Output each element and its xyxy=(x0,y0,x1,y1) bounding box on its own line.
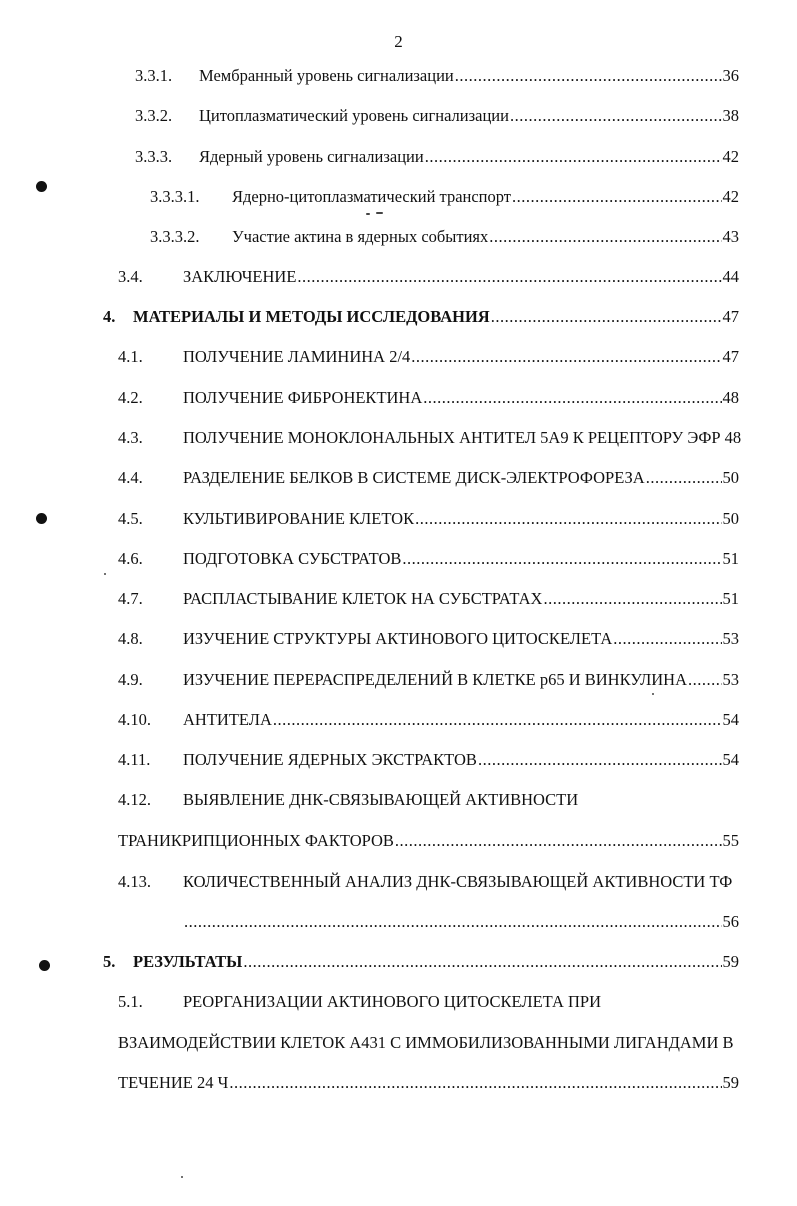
toc-entry-page: 55 xyxy=(722,831,739,850)
toc-entry-title: КОЛИЧЕСТВЕННЫЙ АНАЛИЗ ДНК-СВЯЗЫВАЮЩЕЙ АКТИВНОСТИ ТФ xyxy=(183,872,733,891)
toc-entry-title: ПОЛУЧЕНИЕ ЯДЕРНЫХ ЭКСТРАКТОВ xyxy=(183,750,477,769)
toc-entry-number: 4.13. xyxy=(118,872,151,891)
toc-entry-number: 4.1. xyxy=(118,347,143,366)
toc-entry-title-cont: ВЗАИМОДЕЙСТВИИ КЛЕТОК А431 С ИММОБИЛИЗОВАННЫМИ ЛИГАНДАМИ В xyxy=(118,1033,734,1052)
toc-entry-page: 50 xyxy=(722,468,739,487)
toc-entry-number: 3.4. xyxy=(118,267,143,286)
toc-entry-title: РАСПЛАСТЫВАНИЕ КЛЕТОК НА СУБСТРАТАХ xyxy=(183,589,543,608)
dot-leader xyxy=(455,64,722,88)
toc-entry-title: ИЗУЧЕНИЕ СТРУКТУРЫ АКТИНОВОГО ЦИТОСКЕЛЕТА xyxy=(183,629,613,648)
toc-entry-number: 4.5. xyxy=(118,509,143,528)
toc-entry-number: 3.3.2. xyxy=(135,106,173,125)
dot-leader xyxy=(491,305,722,329)
toc-entry-number: 4. xyxy=(103,307,116,326)
toc-entry-number: 3.3.3. xyxy=(135,147,173,166)
toc-entry[interactable] xyxy=(0,145,797,169)
toc-entry[interactable] xyxy=(0,426,797,450)
dot-leader xyxy=(411,345,721,369)
toc-entry-page: 56 xyxy=(722,912,739,931)
dot-leader xyxy=(415,507,721,531)
dot-leader xyxy=(423,386,721,410)
toc-entry-number: 4.6. xyxy=(118,549,143,568)
dot-leader xyxy=(512,185,721,209)
toc-entry-title: Ядерный уровень сигнализации xyxy=(199,147,424,166)
toc-entry[interactable] xyxy=(0,104,797,128)
toc-entry-page: 42 xyxy=(722,147,739,166)
toc-entry-page: 42 xyxy=(722,187,739,206)
toc-entry-number: 5.1. xyxy=(118,992,143,1011)
scan-speck xyxy=(652,693,654,695)
dot-leader xyxy=(489,225,721,249)
dot-leader xyxy=(395,829,722,853)
binder-hole-mark xyxy=(39,960,50,971)
toc-entry-title-cont: ТЕЧЕНИЕ 24 Ч xyxy=(118,1073,229,1092)
scan-speck xyxy=(104,573,106,575)
toc-entry[interactable] xyxy=(0,748,797,772)
toc-entry[interactable] xyxy=(0,627,797,651)
toc-entry-title: ПОДГОТОВКА СУБСТРАТОВ xyxy=(183,549,402,568)
toc-entry-number: 4.4. xyxy=(118,468,143,487)
toc-entry-page: 51 xyxy=(722,589,739,608)
toc-entry-number: 3.3.3.1. xyxy=(150,187,200,206)
toc-entry-title: Участие актина в ядерных событиях xyxy=(232,227,489,246)
toc-entry[interactable] xyxy=(0,990,797,1014)
binder-hole-mark xyxy=(36,513,47,524)
toc-entry-page: 44 xyxy=(722,267,739,286)
dot-leader xyxy=(297,265,721,289)
toc-entry-number: 3.3.3.2. xyxy=(150,227,200,246)
dot-leader xyxy=(184,910,722,934)
toc-entry-title: РЕОРГАНИЗАЦИИ АКТИНОВОГО ЦИТОСКЕЛЕТА ПРИ xyxy=(183,992,601,1011)
toc-entry-number: 5. xyxy=(103,952,116,971)
toc-entry-title: Ядерно-цитоплазматический транспорт xyxy=(232,187,512,206)
toc-entry-page: 43 xyxy=(722,227,739,246)
toc-entry-number: 4.12. xyxy=(118,790,151,809)
toc-entry[interactable] xyxy=(0,708,797,732)
toc-entry-title: ИЗУЧЕНИЕ ПЕРЕРАСПРЕДЕЛЕНИЙ В КЛЕТКЕ p65 И ВИНКУЛИНА xyxy=(183,670,688,689)
toc-entry[interactable] xyxy=(0,225,797,249)
toc-entry[interactable] xyxy=(0,507,797,531)
toc-entry-title: АНТИТЕЛА xyxy=(183,710,272,729)
dot-leader xyxy=(243,950,721,974)
toc-entry-page: 36 xyxy=(722,66,739,85)
toc-entry-title: РАЗДЕЛЕНИЕ БЕЛКОВ В СИСТЕМЕ ДИСК-ЭЛЕКТРОФОРЕЗА xyxy=(183,468,645,487)
dot-leader xyxy=(543,587,721,611)
toc-entry[interactable] xyxy=(0,788,797,812)
toc-entry-title: ВЫЯВЛЕНИЕ ДНК-СВЯЗЫВАЮЩЕЙ АКТИВНОСТИ xyxy=(183,790,579,809)
toc-entry[interactable] xyxy=(0,466,797,490)
toc-entry-title: Цитоплазматический уровень сигнализации xyxy=(199,106,509,125)
toc-entry[interactable] xyxy=(0,64,797,88)
toc-entry-number: 3.3.1. xyxy=(135,66,173,85)
toc-entry-number: 4.2. xyxy=(118,388,143,407)
toc-entry-page: 59 xyxy=(722,1073,739,1092)
toc-entry[interactable] xyxy=(0,547,797,571)
toc-entry-page: 51 xyxy=(722,549,739,568)
toc-entry-continuation[interactable] xyxy=(0,829,797,853)
toc-entry-number: 4.3. xyxy=(118,428,143,447)
dot-leader xyxy=(229,1071,721,1095)
toc-chapter[interactable] xyxy=(0,950,797,974)
toc-entry-page: 47 xyxy=(722,347,739,366)
toc-entry-title-cont: ТРАНИКРИПЦИОННЫХ ФАКТОРОВ xyxy=(118,831,394,850)
toc-entry-number: 4.9. xyxy=(118,670,143,689)
toc-entry-title: ЗАКЛЮЧЕНИЕ xyxy=(183,267,297,286)
toc-entry-title: МАТЕРИАЛЫ И МЕТОДЫ ИССЛЕДОВАНИЯ xyxy=(133,307,490,326)
toc-entry-title: ПОЛУЧЕНИЕ ЛАМИНИНА 2/4 xyxy=(183,347,411,366)
toc-entry-page: 53 xyxy=(722,670,739,689)
toc-entry-number: 4.10. xyxy=(118,710,151,729)
dot-leader xyxy=(646,466,722,490)
toc-entry-page: 48 xyxy=(722,388,739,407)
toc-chapter[interactable] xyxy=(0,305,797,329)
toc-entry[interactable] xyxy=(0,386,797,410)
toc-entry-page: 59 xyxy=(722,952,739,971)
toc-entry[interactable] xyxy=(0,668,797,692)
dot-leader xyxy=(402,547,721,571)
toc-entry-number: 4.7. xyxy=(118,589,143,608)
toc-entry-page: 50 xyxy=(722,509,739,528)
toc-entry[interactable] xyxy=(0,185,797,209)
toc-entry[interactable] xyxy=(0,345,797,369)
dot-leader xyxy=(613,627,721,651)
toc-entry[interactable] xyxy=(0,265,797,289)
toc-entry-page: 47 xyxy=(722,307,739,326)
scan-speck xyxy=(181,1176,183,1178)
page-number: 2 xyxy=(394,32,403,51)
toc-entry-title: ПОЛУЧЕНИЕ ФИБРОНЕКТИНА xyxy=(183,388,423,407)
toc-entry[interactable] xyxy=(0,870,797,894)
toc-entry-page: 53 xyxy=(722,629,739,648)
dot-leader xyxy=(478,748,722,772)
scan-speck xyxy=(366,213,370,215)
toc-entry-page: 54 xyxy=(722,750,739,769)
toc-entry-number: 4.8. xyxy=(118,629,143,648)
scan-speck xyxy=(376,212,383,214)
toc-entry-continuation[interactable] xyxy=(0,910,797,934)
dot-leader xyxy=(425,145,722,169)
toc-entry-number: 4.11. xyxy=(118,750,151,769)
toc-entry-page: 38 xyxy=(722,106,739,125)
toc-entry-title: КУЛЬТИВИРОВАНИЕ КЛЕТОК xyxy=(183,509,415,528)
toc-entry[interactable] xyxy=(0,587,797,611)
toc-entry-title: РЕЗУЛЬТАТЫ xyxy=(133,952,243,971)
binder-hole-mark xyxy=(36,181,47,192)
toc-entry-title: Мембранный уровень сигнализации xyxy=(199,66,454,85)
toc-entry-title: ПОЛУЧЕНИЕ МОНОКЛОНАЛЬНЫХ АНТИТЕЛ 5А9 К РЕЦЕПТОРУ ЭФР 48 xyxy=(183,428,742,447)
toc-entry-page: 54 xyxy=(722,710,739,729)
toc-entry-continuation[interactable] xyxy=(0,1071,797,1095)
toc-entry-continuation xyxy=(0,1031,797,1055)
dot-leader xyxy=(510,104,722,128)
dot-leader xyxy=(688,668,721,692)
dot-leader xyxy=(273,708,722,732)
